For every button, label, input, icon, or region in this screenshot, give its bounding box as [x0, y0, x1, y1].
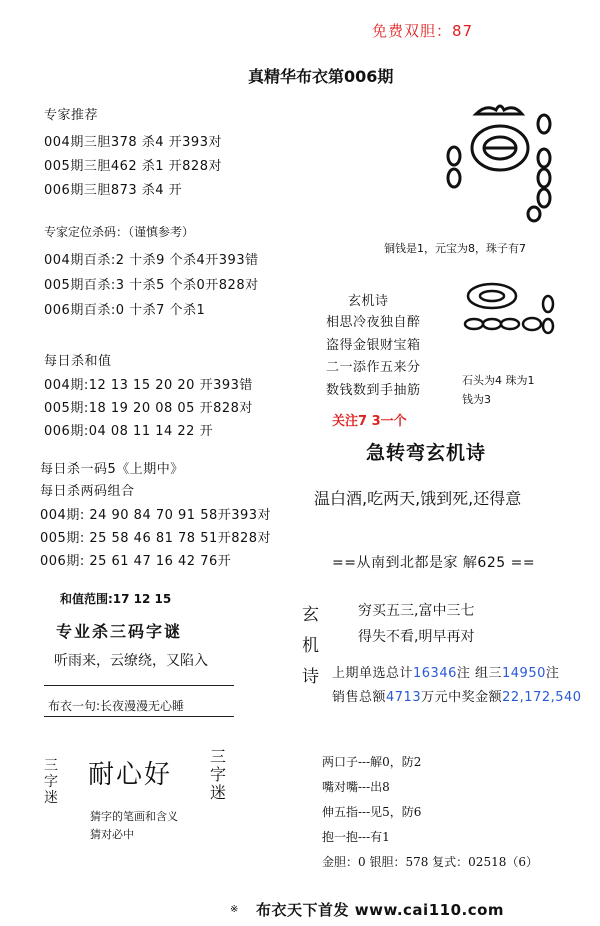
poem2-label: 玄 — [302, 605, 319, 625]
poem2-label: 机 — [302, 636, 319, 656]
sharp-turn-text: 温白酒,吃两天,饿到死,还得意 — [314, 489, 522, 508]
bead-icon — [538, 169, 550, 187]
bead-icon — [543, 319, 553, 333]
coin-icon — [483, 319, 501, 329]
group3-count: 14950 — [502, 666, 546, 681]
sharp-turn-title: 急转弯玄机诗 — [366, 442, 487, 464]
footer-mark: ※ — [230, 904, 239, 915]
three-code-riddle-title: 专业杀三码字谜 — [56, 622, 183, 641]
coins-illustration — [438, 96, 568, 224]
riddle-hint: 猜对必中 — [90, 828, 134, 841]
bead-icon — [543, 296, 553, 312]
sales-label: 上期单选总计 — [332, 666, 414, 681]
expert-row: 006期三胆873 杀4 开 — [44, 183, 183, 198]
page-title: 真精华布衣第006期 — [248, 67, 394, 86]
kill-two-row: 006期: 25 61 47 16 42 76开 — [40, 554, 232, 569]
sum-kill-row: 006期:04 08 11 14 22 开 — [44, 424, 214, 439]
poem2-line: 得失不看,明早再对 — [358, 629, 475, 645]
kill-two-row: 004期: 24 90 84 70 91 58开393对 — [40, 508, 272, 523]
stone-icon — [468, 284, 516, 308]
saying-row: 两口子---解0，防2 — [322, 755, 422, 769]
position-kill-heading: 专家定位杀码：（谨慎参考） — [44, 225, 195, 239]
sum-kill-row: 005期:18 19 20 08 05 开828对 — [44, 401, 253, 416]
sum-kill-heading: 每日杀和值 — [44, 354, 112, 369]
poem2-label: 诗 — [302, 667, 319, 687]
riddle-hint: 猜字的笔画和含义 — [90, 810, 178, 823]
south-north-line: ==从南到北都是家 解625 == — [332, 555, 536, 571]
stones-caption: 钱为3 — [462, 393, 491, 406]
coins-caption: 铜钱是1，元宝为8，珠子有7 — [384, 242, 526, 255]
position-kill-row: 005期百杀:3 十杀5 个杀0开828对 — [44, 278, 259, 293]
coin-icon — [523, 318, 541, 330]
sum-kill-row: 004期:12 13 15 20 20 开393错 — [44, 378, 253, 393]
coin-icon — [465, 319, 483, 329]
buyi-line: 布衣一句:长夜漫漫无心睡 — [48, 699, 185, 713]
sales-label: 注 — [545, 666, 560, 681]
bead-icon — [538, 149, 550, 167]
poem1-line: 二一添作五来分 — [326, 360, 421, 375]
kill-two-heading: 每日杀两码组合 — [40, 484, 135, 499]
poem1-line: 盗得金银财宝箱 — [326, 338, 421, 353]
bead-icon — [538, 115, 550, 133]
sum-range: 和值范围:17 12 15 — [60, 592, 172, 606]
saying-row: 抱一抱---有1 — [322, 830, 390, 844]
riddle-main: 耐心好 — [88, 760, 173, 790]
expert-heading: 专家推荐 — [44, 108, 99, 123]
kill-one-heading: 每日杀一码5《上期中》 — [40, 462, 184, 477]
poem1-title: 玄机诗 — [348, 294, 389, 309]
three-code-riddle-text: 听雨来，云缭绕，又陷入 — [54, 653, 208, 669]
yuanbao-icon — [476, 106, 522, 114]
bead-icon — [448, 169, 460, 187]
sales-line-2 — [332, 686, 582, 705]
bead-icon — [448, 147, 460, 165]
bead-icon — [538, 189, 550, 207]
single-count: 16346 — [413, 666, 457, 681]
bead-icon — [528, 207, 540, 221]
position-kill-row: 004期百杀:2 十杀9 个杀4开393错 — [44, 253, 259, 268]
kill-two-row: 005期: 25 58 46 81 78 51开828对 — [40, 531, 272, 546]
divider — [44, 716, 234, 717]
coin-icon — [501, 319, 519, 329]
sales-label: 万元中奖金额 — [421, 690, 503, 705]
gold-silver-line: 金胆：0 银胆：578 复式：02518（6） — [322, 855, 538, 869]
stones-caption: 石头为4 珠为1 — [462, 374, 535, 387]
poem1-focus: 关注7 3一个 — [332, 414, 407, 429]
divider — [44, 685, 234, 686]
riddle-left-label: 三字迷 — [44, 758, 58, 806]
sales-label: 销售总额 — [332, 690, 387, 705]
prize-total: 22,172,540 — [502, 690, 582, 705]
saying-row: 伸五指---见5，防6 — [322, 805, 422, 819]
expert-row: 004期三胆378 杀4 开393对 — [44, 135, 222, 150]
saying-row: 嘴对嘴---出8 — [322, 780, 390, 794]
sales-total: 4713 — [386, 690, 422, 705]
sales-line-1 — [332, 662, 559, 681]
sales-label: 注 组三 — [456, 666, 503, 681]
footer-link[interactable]: 布衣天下首发 www.cai110.com — [256, 901, 505, 919]
poem1-line: 相思冷夜独自醉 — [326, 315, 421, 330]
stones-illustration — [462, 282, 562, 336]
position-kill-row: 006期百杀:0 十杀7 个杀1 — [44, 303, 206, 318]
free-double-label: 免费双胆：87 — [372, 22, 474, 40]
riddle-right-label: 三字迷 — [210, 747, 227, 802]
poem1-line: 数钱数到手抽筋 — [326, 383, 421, 398]
poem2-line: 穷买五三,富中三七 — [358, 603, 475, 619]
expert-row: 005期三胆462 杀1 开828对 — [44, 159, 222, 174]
